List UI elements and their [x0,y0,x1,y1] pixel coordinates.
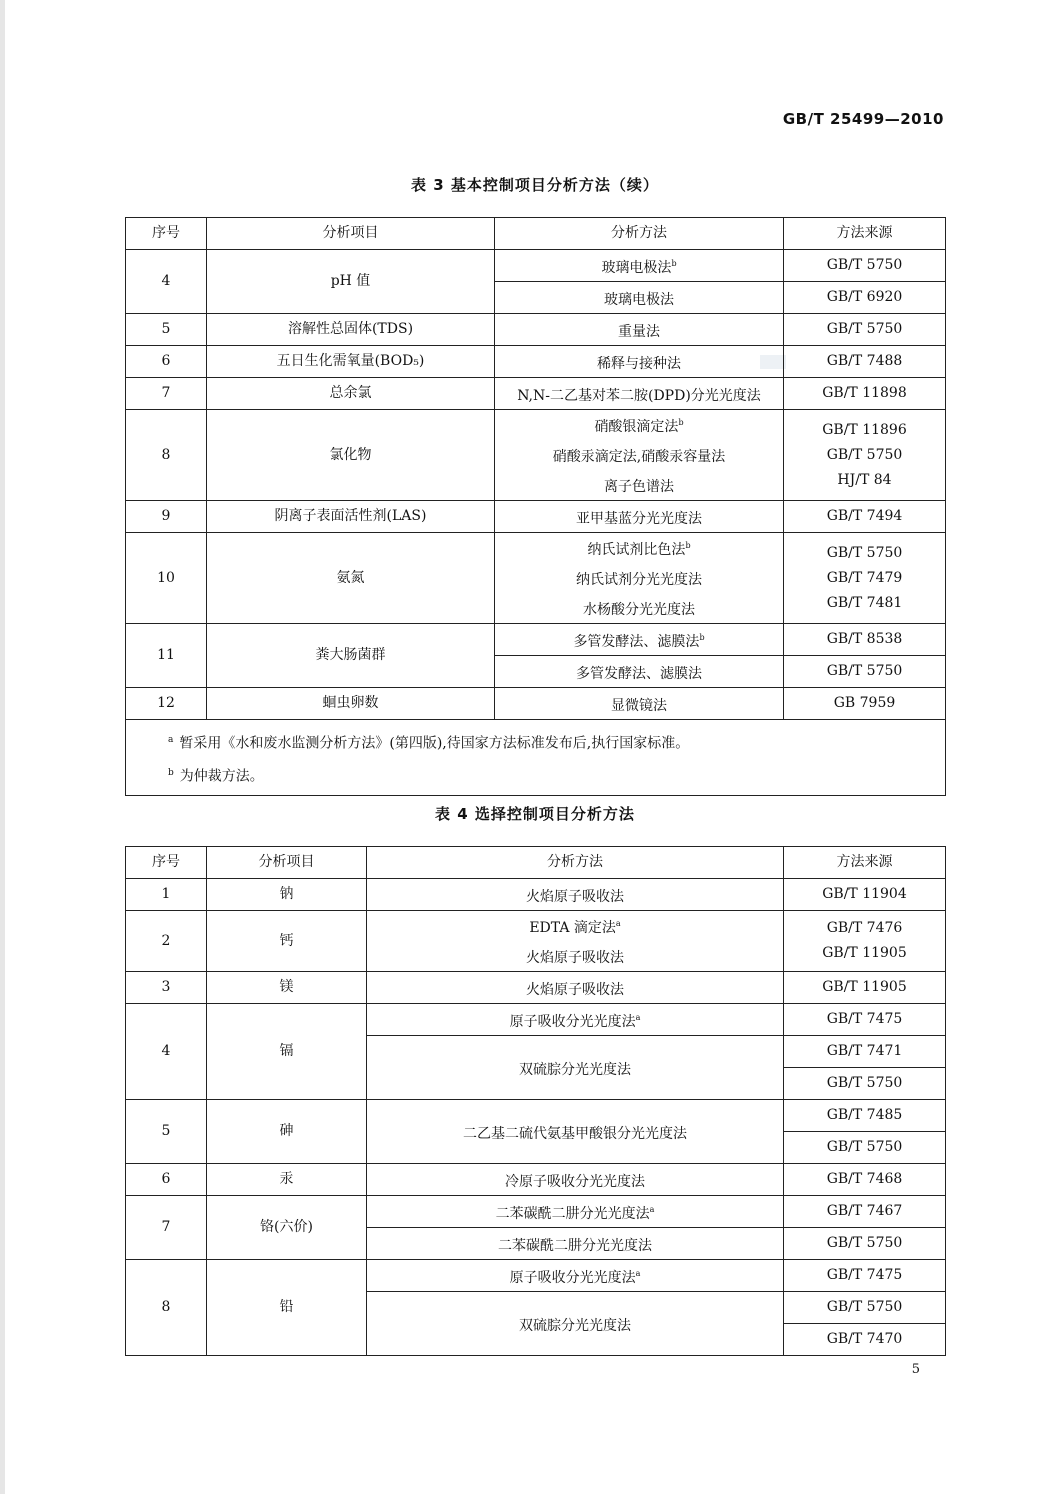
source-cell: GB/T 5750 [784,314,946,346]
header-cell: 分析项目 [207,218,495,250]
method-cell [367,1004,784,1036]
source-cell: GB/T 5750 [784,1068,946,1100]
source-cell: GB/T 7475 [784,1004,946,1036]
page-edge [0,0,5,1494]
no-cell: 3 [126,972,207,1004]
method-cell [367,1100,784,1164]
no-cell: 4 [126,1004,207,1100]
item-cell: 溶解性总固体(TDS) [207,314,495,346]
table-row [126,1004,946,1036]
footnote-mark: b [685,541,691,550]
method-cell [495,533,784,624]
table-row [126,250,946,282]
item-cell: 阴离子表面活性剂(LAS) [207,501,495,533]
method-text: 多管发酵法、滤膜法 [573,633,700,650]
table3-notes [126,720,946,796]
no-cell: 10 [126,533,207,624]
table-row [126,911,946,972]
method-cell [367,1228,784,1260]
source-cell: GB/T 7494 [784,501,946,533]
method-text: 原子吸收分光光度法 [509,1269,636,1286]
source-cell: GB/T 5750 [784,656,946,688]
method-text: 显微镜法 [611,697,667,714]
source-cell: GB/T 5750 [784,1228,946,1260]
method-text: 玻璃电极法 [601,259,672,276]
method-text: 硝酸银滴定法 [594,419,679,435]
footnote-mark: a [168,735,174,745]
method-text: 离子色谱法 [604,479,674,495]
method-cell [495,688,784,720]
method-text: 水杨酸分光光度法 [583,602,695,618]
item-cell: 粪大肠菌群 [207,624,495,688]
table-row [126,1164,946,1196]
table-row [126,624,946,656]
table-row [126,1260,946,1292]
header-cell: 方法来源 [784,218,946,250]
method-text: 冷原子吸收分光光度法 [505,1173,645,1190]
no-cell: 7 [126,1196,207,1260]
source-line: GB/T 7481 [826,594,903,611]
method-text: 玻璃电极法 [604,291,674,308]
item-cell: 氨氮 [207,533,495,624]
footnote-mark: a [615,919,621,928]
source-line: HJ/T 84 [837,471,892,488]
method-line [371,941,779,971]
method-text: 火焰原子吸收法 [526,950,624,966]
method-line [499,440,779,470]
method-cell [495,624,784,656]
item-cell: 蛔虫卵数 [207,688,495,720]
source-cell: GB/T 11898 [784,378,946,410]
no-cell: 12 [126,688,207,720]
method-text: 二苯碳酰二肼分光光度法 [498,1237,652,1254]
no-cell: 9 [126,501,207,533]
table-row [126,346,946,378]
footnote-mark: b [671,258,677,268]
source-cell: GB/T 7471 [784,1036,946,1068]
table-row [126,972,946,1004]
source-cell: GB/T 5750 [784,1132,946,1164]
header-cell: 序号 [126,218,207,250]
method-line [499,410,779,440]
footnote [168,759,935,792]
method-text: N,N-二乙基对苯二胺(DPD)分光光度法 [517,387,761,404]
no-cell: 8 [126,410,207,501]
standard-number: GB/T 25499—2010 [782,110,944,128]
source-cell: GB/T 7488 [784,346,946,378]
method-text: 二乙基二硫代氨基甲酸银分光光度法 [463,1125,687,1142]
source-cell: GB/T 7485 [784,1100,946,1132]
item-cell: 总余氯 [207,378,495,410]
method-line [499,470,779,500]
footnote-mark: a [649,1204,655,1214]
table3 [125,217,946,796]
no-cell: 2 [126,911,207,972]
no-cell: 8 [126,1260,207,1356]
source-line: GB/T 7476 [826,920,903,936]
source-line: GB/T 7479 [826,569,903,586]
source-cell: GB/T 8538 [784,624,946,656]
source-cell: GB/T 5750 [784,250,946,282]
footnote-text: 暂采用《水和废水监测分析方法》(第四版),待国家方法标准发布后,执行国家标准。 [179,735,690,752]
table-row [126,879,946,911]
method-cell [367,879,784,911]
no-cell: 11 [126,624,207,688]
method-cell [495,501,784,533]
no-cell: 5 [126,1100,207,1164]
item-cell: pH 值 [207,250,495,314]
item-cell: 镉 [207,1004,367,1100]
header-cell: 序号 [126,847,207,879]
table-row [126,410,946,501]
method-cell [495,250,784,282]
source-cell: GB/T 5750 [784,1292,946,1324]
footnote-mark: b [678,418,684,427]
table4 [125,846,946,1356]
item-cell: 钠 [207,879,367,911]
method-cell [495,656,784,688]
source-line: GB/T 11896 [822,421,907,438]
method-text: 亚甲基蓝分光光度法 [576,510,702,527]
source-cell: GB/T 6920 [784,282,946,314]
method-text: 纳氏试剂比色法 [587,542,686,558]
footnote-mark: b [699,632,705,642]
method-cell [367,972,784,1004]
method-text: 双硫腙分光光度法 [519,1061,631,1078]
item-cell: 五日生化需氧量(BOD₅) [207,346,495,378]
method-line [499,563,779,593]
header-cell: 方法来源 [784,847,946,879]
no-cell: 6 [126,346,207,378]
item-cell: 汞 [207,1164,367,1196]
footnote-mark: a [635,1012,641,1022]
footnote [168,726,935,759]
source-cell: GB/T 7467 [784,1196,946,1228]
table-row [126,1100,946,1132]
item-cell: 砷 [207,1100,367,1164]
table4-title: 表 4 选择控制项目分析方法 [435,805,635,823]
header-cell: 分析方法 [495,218,784,250]
method-text: 纳氏试剂分光光度法 [576,572,702,588]
no-cell: 4 [126,250,207,314]
footnote-mark: b [168,767,174,778]
page-number: 5 [911,1362,920,1377]
header-cell: 分析方法 [367,847,784,879]
header-cell: 分析项目 [207,847,367,879]
source-cell [784,410,946,501]
method-text: 多管发酵法、滤膜法 [576,665,702,682]
method-text: 稀释与接种法 [597,355,681,372]
table4-header-row [126,847,946,879]
footnote-text: 为仲裁方法。 [179,768,264,785]
source-cell: GB 7959 [784,688,946,720]
method-cell [367,1292,784,1356]
source-line: GB/T 5750 [826,544,903,561]
source-cell: GB/T 7468 [784,1164,946,1196]
method-text: 火焰原子吸收法 [526,981,624,998]
source-cell: GB/T 11904 [784,879,946,911]
source-cell: GB/T 7470 [784,1324,946,1356]
method-cell [495,410,784,501]
source-cell [784,533,946,624]
source-cell: GB/T 11905 [784,972,946,1004]
no-cell: 5 [126,314,207,346]
item-cell: 钙 [207,911,367,972]
item-cell: 氯化物 [207,410,495,501]
method-cell [495,346,784,378]
table-row [126,378,946,410]
footnote-mark: a [635,1268,641,1278]
table-row [126,533,946,624]
table3-header-row [126,218,946,250]
method-line [499,593,779,623]
method-cell [495,282,784,314]
method-cell [367,1164,784,1196]
table-row [126,1196,946,1228]
method-cell [495,314,784,346]
method-cell [367,1196,784,1228]
table-row [126,314,946,346]
method-cell [367,1036,784,1100]
method-text: 二苯碳酰二肼分光光度法 [495,1205,650,1222]
method-line [371,911,779,941]
table-row [126,501,946,533]
item-cell: 镁 [207,972,367,1004]
source-line: GB/T 11905 [822,945,907,961]
method-cell [367,1260,784,1292]
method-text: 硝酸汞滴定法,硝酸汞容量法 [552,449,726,465]
method-text: 重量法 [618,323,660,340]
source-cell [784,911,946,972]
item-cell: 铬(六价) [207,1196,367,1260]
method-cell [495,378,784,410]
method-text: EDTA 滴定法 [529,920,616,936]
method-text: 原子吸收分光光度法 [509,1013,636,1030]
table3-notes-row [126,720,946,796]
method-cell [367,911,784,972]
item-cell: 铅 [207,1260,367,1356]
source-cell: GB/T 7475 [784,1260,946,1292]
no-cell: 1 [126,879,207,911]
method-text: 火焰原子吸收法 [526,888,624,905]
source-line: GB/T 5750 [826,446,903,463]
table3-title: 表 3 基本控制项目分析方法（续） [411,176,659,194]
no-cell: 7 [126,378,207,410]
table-row [126,688,946,720]
no-cell: 6 [126,1164,207,1196]
method-text: 双硫腙分光光度法 [519,1317,631,1334]
method-line [499,533,779,563]
